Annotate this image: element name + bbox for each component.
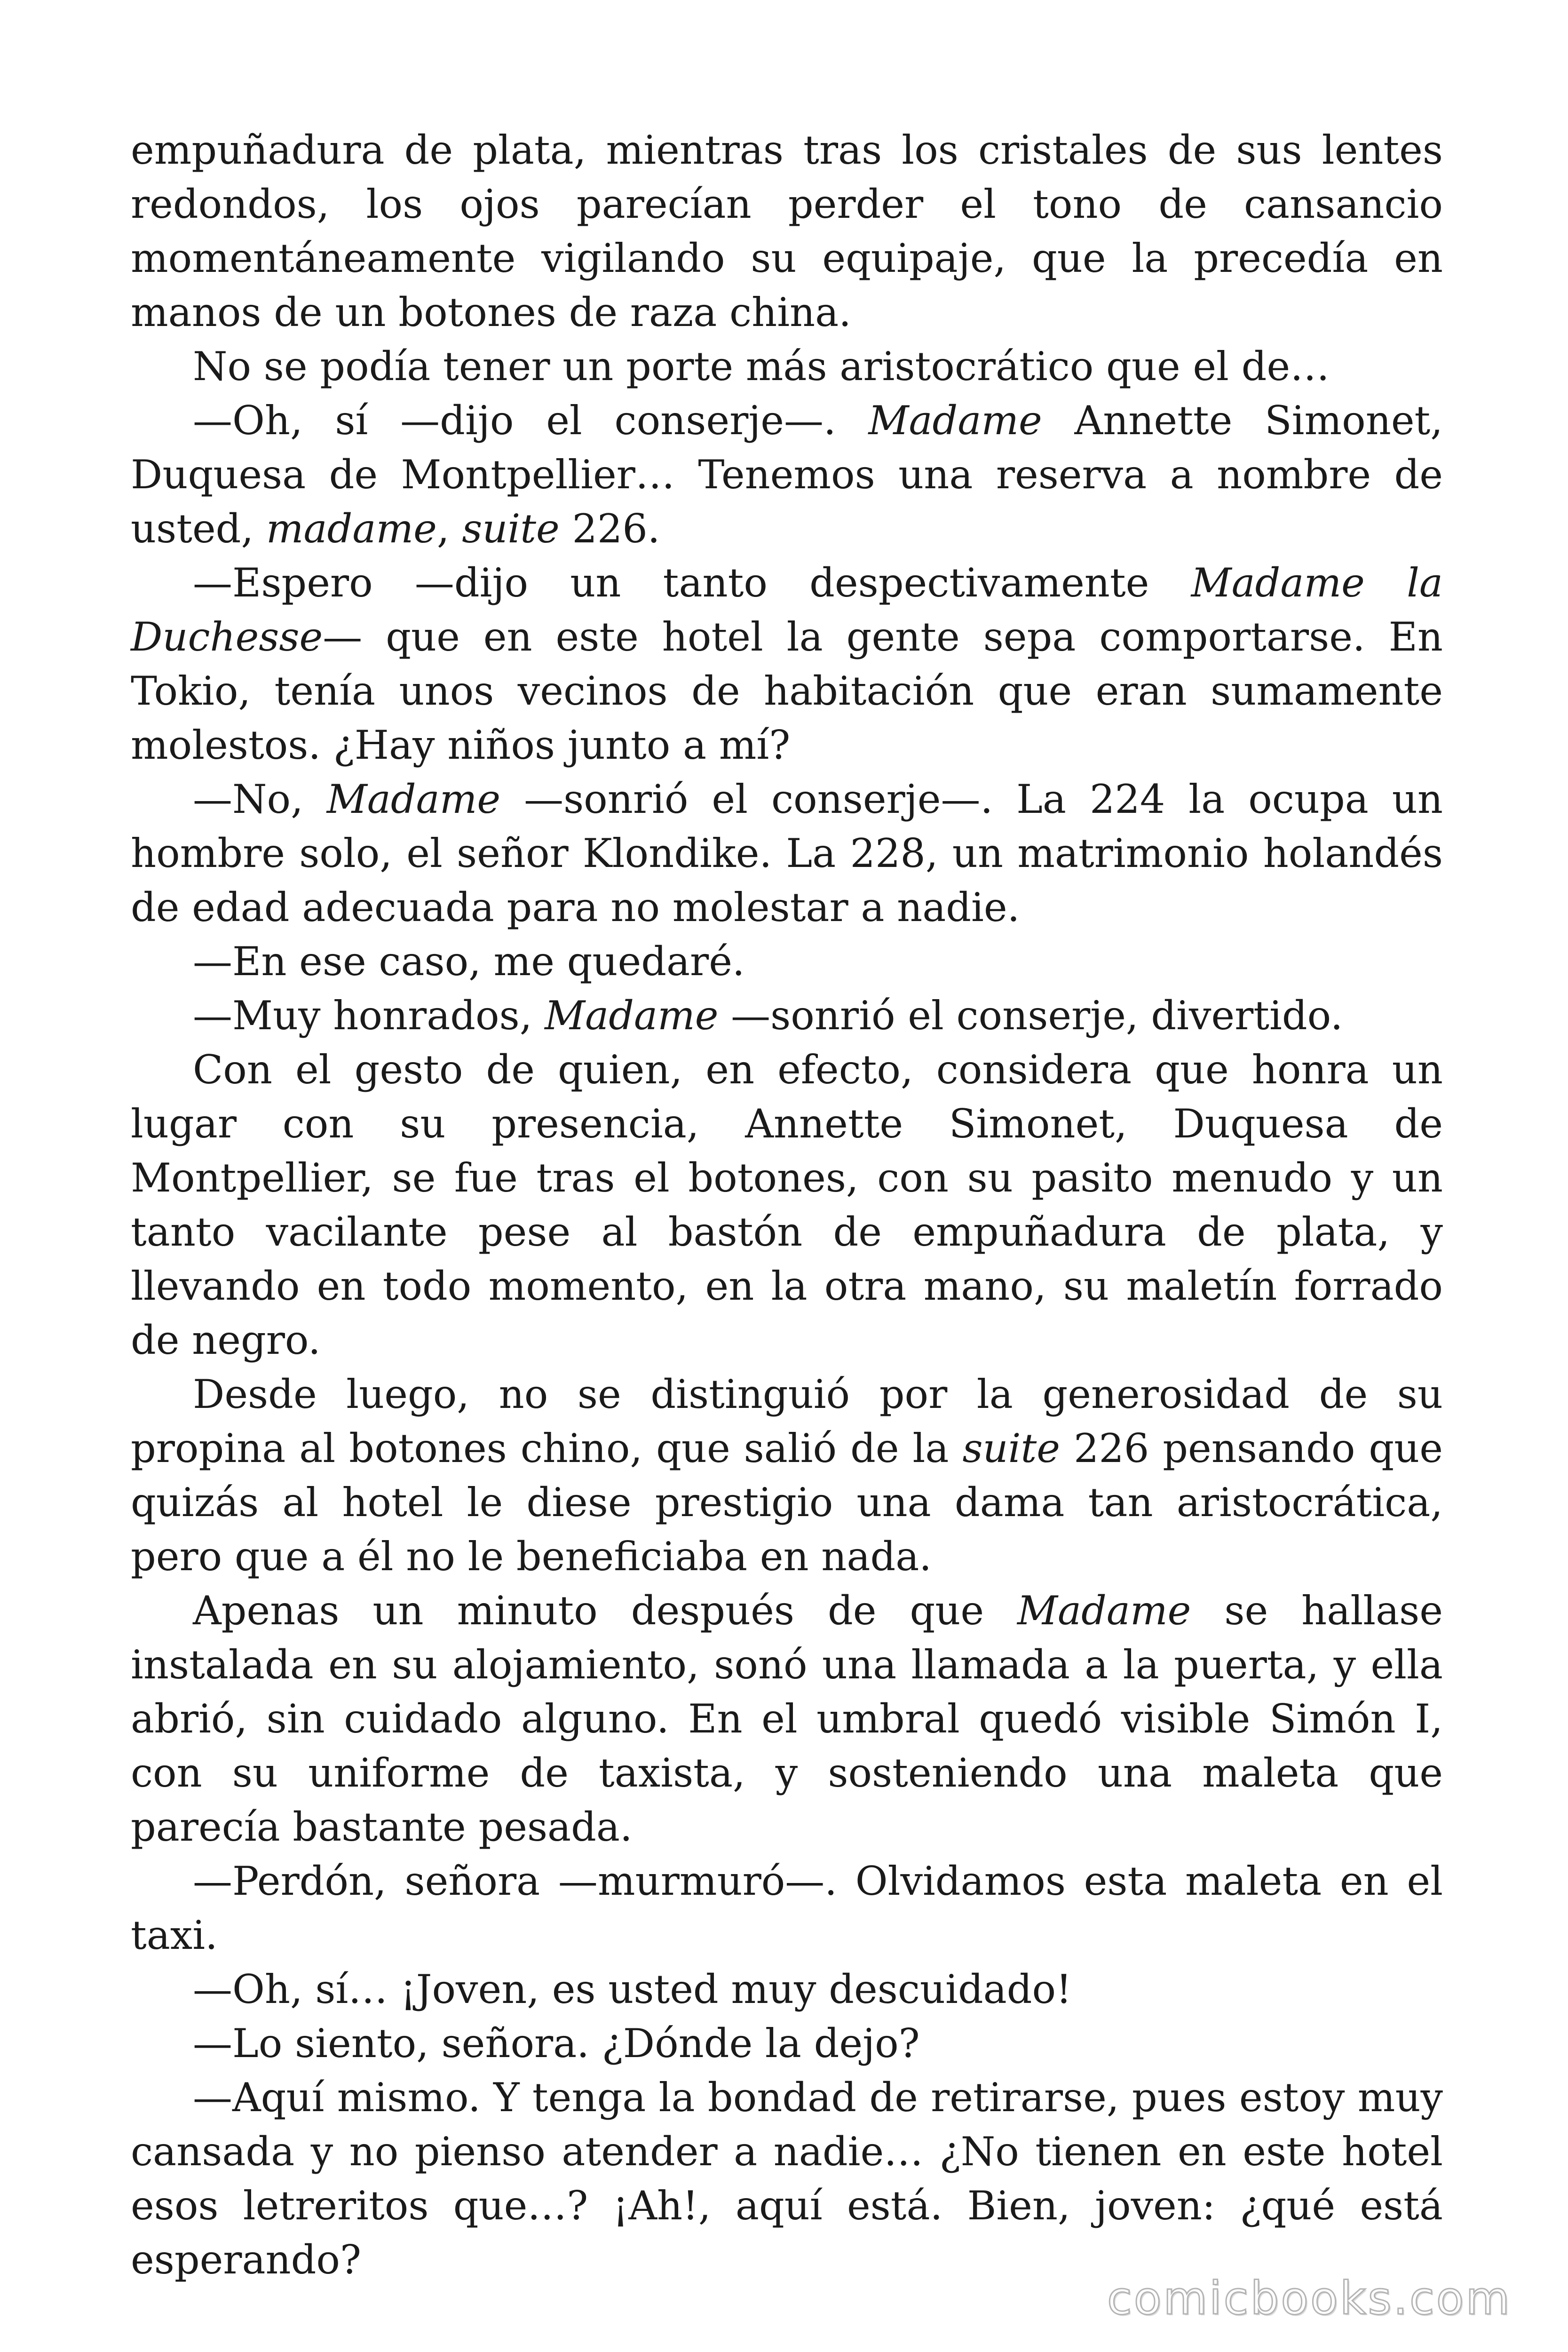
paragraph bbox=[131, 772, 1443, 935]
text-run: 226 pensando que quizás al hotel le diese prestigio una dama tan aristocrática, pero que a él no le beneficiaba en nada. bbox=[131, 1425, 1443, 1580]
paragraph bbox=[131, 2071, 1443, 2287]
text-run: —Espero —dijo un tanto despectivamente bbox=[193, 560, 1191, 606]
text-run: —Lo siento, señora. ¿Dónde la dejo? bbox=[193, 2020, 920, 2066]
paragraph bbox=[131, 556, 1443, 772]
text-run: No se podía tener un porte más aristocrático que el de… bbox=[193, 343, 1330, 389]
text-run: empuñadura de plata, mientras tras los cristales de sus lentes redondos, los ojos parecían perder el tono de cansancio momentáneamente vigilando su equipaje, que la precedía en manos de un botones de raza china. bbox=[131, 127, 1443, 335]
paragraph bbox=[131, 935, 1443, 989]
paragraph bbox=[131, 1367, 1443, 1584]
text-run: —Perdón, señora —murmuró—. Olvidamos esta maleta en el taxi. bbox=[131, 1858, 1443, 1958]
text-run: —Muy honrados, bbox=[193, 993, 545, 1039]
text-run: Apenas un minuto después de que bbox=[193, 1588, 1018, 1634]
paragraph bbox=[131, 989, 1443, 1043]
text-run: —Oh, sí… ¡Joven, es usted muy descuidado! bbox=[193, 1966, 1072, 2012]
paragraph bbox=[131, 1854, 1443, 1963]
text-run: Desde luego, no se distinguió por la generosidad de su propina al botones chino, que salió de la bbox=[131, 1371, 1443, 1471]
paragraph bbox=[131, 394, 1443, 556]
watermark-logo: comicbooks.com bbox=[1107, 2272, 1512, 2325]
italic-text: suite bbox=[962, 1425, 1060, 1471]
italic-text: Madame la Duchesse bbox=[131, 560, 1443, 660]
paragraph bbox=[131, 1963, 1443, 2017]
italic-text: suite bbox=[462, 506, 560, 552]
text-run: Con el gesto de quien, en efecto, considera que honra un lugar con su presencia, Annette Simonet, Duquesa de Montpellier, se fue tras el botones, con su pasito menudo y un tanto vacilante pese al bastón de empuñadura de plata, y llevando en todo momento, en la otra mano, su maletín forrado de negro. bbox=[131, 1047, 1443, 1363]
italic-text: Madame bbox=[1017, 1588, 1191, 1634]
text-run: —Oh, sí —dijo el conserje—. bbox=[193, 397, 869, 444]
text-run: — que en este hotel la gente sepa comportarse. En Tokio, tenía unos vecinos de habitación que eran sumamente molestos. ¿Hay niños junto a mí? bbox=[131, 614, 1443, 768]
text-run: , bbox=[436, 506, 462, 552]
paragraph bbox=[131, 1584, 1443, 1854]
text-run: —Aquí mismo. Y tenga la bondad de retirarse, pues estoy muy cansada y no pienso atender a nadie… ¿No tienen en este hotel esos letreritos que…? ¡Ah!, aquí está. Bien, joven: ¿qué está esperando? bbox=[131, 2074, 1443, 2283]
text-run: —En ese caso, me quedaré. bbox=[193, 938, 745, 985]
paragraph bbox=[131, 1043, 1443, 1367]
text-run: —No, bbox=[193, 776, 327, 822]
italic-text: Madame bbox=[326, 776, 501, 822]
text-run: se hallase instalada en su alojamiento, sonó una llamada a la puerta, y ella abrió, sin cuidado alguno. En el umbral quedó visible Simón I, con su uniforme de taxista, y sosteniendo una maleta que parecía bastante pesada. bbox=[131, 1588, 1443, 1850]
text-run: 226. bbox=[559, 506, 660, 552]
italic-text: madame bbox=[266, 506, 437, 552]
paragraph bbox=[131, 2017, 1443, 2071]
paragraph bbox=[131, 123, 1443, 340]
italic-text: Madame bbox=[868, 397, 1042, 444]
paragraph bbox=[131, 340, 1443, 394]
text-run: —sonrió el conserje, divertido. bbox=[718, 993, 1343, 1039]
body-text bbox=[131, 123, 1443, 2287]
text-run: —sonrió el conserje—. La 224 la ocupa un hombre solo, el señor Klondike. La 228, un matrimonio holandés de edad adecuada para no molestar a nadie. bbox=[131, 776, 1443, 930]
italic-text: Madame bbox=[545, 993, 719, 1039]
text-run: Annette Simonet, Duquesa de Montpellier… Tenemos una reserva a nombre de usted, bbox=[131, 397, 1443, 552]
